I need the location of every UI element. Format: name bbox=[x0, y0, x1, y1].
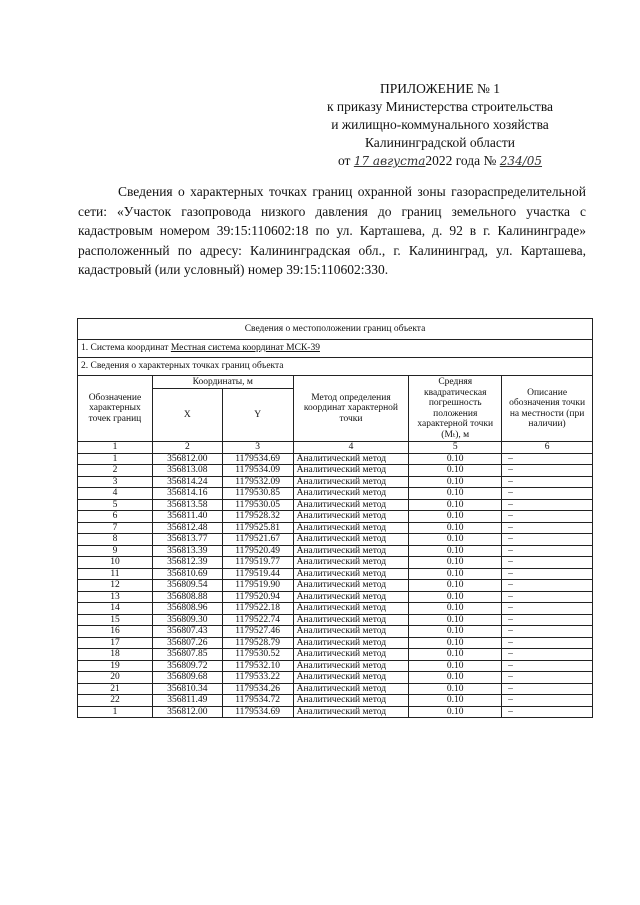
handwritten-number: 234/05 bbox=[499, 154, 543, 168]
coord-x-cell: 356809.72 bbox=[152, 660, 222, 672]
coord-x-cell: 356809.54 bbox=[152, 580, 222, 592]
error-value-cell: 0.10 bbox=[409, 683, 502, 695]
point-number-cell: 14 bbox=[78, 603, 153, 615]
method-cell: Аналитический метод bbox=[293, 626, 409, 638]
method-cell: Аналитический метод bbox=[293, 476, 409, 488]
method-cell: Аналитический метод bbox=[293, 672, 409, 684]
col-num: 3 bbox=[222, 442, 293, 454]
col-num: 5 bbox=[409, 442, 502, 454]
coord-y-cell: 1179519.77 bbox=[222, 557, 293, 569]
error-value-cell: 0.10 bbox=[409, 695, 502, 707]
coord-system-value: Местная система координат МСК-39 bbox=[170, 343, 320, 354]
section-2-title: 2. Сведения о характерных точках границ объекта bbox=[78, 358, 593, 376]
coord-y-cell: 1179519.90 bbox=[222, 580, 293, 592]
coord-system-label: 1. Система координат bbox=[81, 343, 169, 354]
method-cell: Аналитический метод bbox=[293, 603, 409, 615]
coord-y-cell: 1179534.09 bbox=[222, 465, 293, 477]
table-row bbox=[78, 660, 593, 672]
error-value-cell: 0.10 bbox=[409, 626, 502, 638]
coord-y-cell: 1179534.69 bbox=[222, 706, 293, 718]
error-value-cell: 0.10 bbox=[409, 522, 502, 534]
method-cell: Аналитический метод bbox=[293, 453, 409, 465]
coord-x-cell: 356812.48 bbox=[152, 522, 222, 534]
table-row bbox=[78, 488, 593, 500]
coord-x-cell: 356808.96 bbox=[152, 603, 222, 615]
coord-y-cell: 1179532.10 bbox=[222, 660, 293, 672]
point-number-cell: 1 bbox=[78, 706, 153, 718]
coord-x-cell: 356811.49 bbox=[152, 695, 222, 707]
method-cell: Аналитический метод bbox=[293, 545, 409, 557]
table-row bbox=[78, 603, 593, 615]
error-value-cell: 0.10 bbox=[409, 591, 502, 603]
description-cell: – bbox=[502, 568, 593, 580]
description-cell: – bbox=[502, 557, 593, 569]
error-value-cell: 0.10 bbox=[409, 534, 502, 546]
coord-y-cell: 1179519.44 bbox=[222, 568, 293, 580]
order-date-line bbox=[290, 152, 590, 170]
error-value-cell: 0.10 bbox=[409, 465, 502, 477]
coord-y-cell: 1179530.85 bbox=[222, 488, 293, 500]
method-cell: Аналитический метод bbox=[293, 649, 409, 661]
method-cell: Аналитический метод bbox=[293, 614, 409, 626]
coord-x-cell: 356814.16 bbox=[152, 488, 222, 500]
col-header-coords: Координаты, м bbox=[152, 376, 293, 389]
method-cell: Аналитический метод bbox=[293, 580, 409, 592]
col-num: 6 bbox=[502, 442, 593, 454]
description-cell: – bbox=[502, 660, 593, 672]
coord-y-cell: 1179525.81 bbox=[222, 522, 293, 534]
description-cell: – bbox=[502, 672, 593, 684]
col-header-error: Средняя квадратическая погрешность положения характерной точки (Mₜ), м bbox=[409, 376, 502, 442]
table-row bbox=[78, 545, 593, 557]
col-header-point: Обозначение характерных точек границ bbox=[78, 376, 153, 442]
error-value-cell: 0.10 bbox=[409, 580, 502, 592]
table-title: Сведения о местоположении границ объекта bbox=[78, 319, 593, 340]
table-row bbox=[78, 453, 593, 465]
col-num: 1 bbox=[78, 442, 153, 454]
error-value-cell: 0.10 bbox=[409, 545, 502, 557]
coord-x-cell: 356809.30 bbox=[152, 614, 222, 626]
table-row bbox=[78, 695, 593, 707]
point-number-cell: 21 bbox=[78, 683, 153, 695]
point-number-cell: 1 bbox=[78, 453, 153, 465]
point-number-cell: 4 bbox=[78, 488, 153, 500]
point-number-cell: 5 bbox=[78, 499, 153, 511]
error-value-cell: 0.10 bbox=[409, 499, 502, 511]
table-row bbox=[78, 499, 593, 511]
coord-y-cell: 1179530.52 bbox=[222, 649, 293, 661]
table-row bbox=[78, 591, 593, 603]
coord-y-cell: 1179534.69 bbox=[222, 453, 293, 465]
error-value-cell: 0.10 bbox=[409, 637, 502, 649]
error-value-cell: 0.10 bbox=[409, 488, 502, 500]
table-row bbox=[78, 511, 593, 523]
point-number-cell: 18 bbox=[78, 649, 153, 661]
point-number-cell: 16 bbox=[78, 626, 153, 638]
description-cell: – bbox=[502, 683, 593, 695]
order-ref-line-1: к приказу Министерства строительства bbox=[326, 99, 554, 114]
table-row bbox=[78, 614, 593, 626]
point-number-cell: 15 bbox=[78, 614, 153, 626]
coord-y-cell: 1179533.22 bbox=[222, 672, 293, 684]
error-value-cell: 0.10 bbox=[409, 603, 502, 615]
error-value-cell: 0.10 bbox=[409, 706, 502, 718]
point-number-cell: 8 bbox=[78, 534, 153, 546]
point-number-cell: 19 bbox=[78, 660, 153, 672]
point-number-cell: 6 bbox=[78, 511, 153, 523]
method-cell: Аналитический метод bbox=[293, 706, 409, 718]
date-suffix: 2022 года № bbox=[425, 153, 497, 168]
point-number-cell: 10 bbox=[78, 557, 153, 569]
error-value-cell: 0.10 bbox=[409, 511, 502, 523]
point-number-cell: 11 bbox=[78, 568, 153, 580]
coord-x-cell: 356807.43 bbox=[152, 626, 222, 638]
description-cell: – bbox=[502, 637, 593, 649]
coord-x-cell: 356812.00 bbox=[152, 706, 222, 718]
table-row bbox=[78, 626, 593, 638]
table-row bbox=[78, 649, 593, 661]
appendix-title: ПРИЛОЖЕНИЕ № 1 bbox=[379, 81, 501, 96]
table-row bbox=[78, 522, 593, 534]
table-row bbox=[78, 706, 593, 718]
description-cell: – bbox=[502, 603, 593, 615]
error-value-cell: 0.10 bbox=[409, 660, 502, 672]
description-cell: – bbox=[502, 476, 593, 488]
order-ref-line-2: и жилищно-коммунального хозяйства bbox=[331, 117, 549, 132]
method-cell: Аналитический метод bbox=[293, 695, 409, 707]
error-value-cell: 0.10 bbox=[409, 557, 502, 569]
description-cell: – bbox=[502, 534, 593, 546]
method-cell: Аналитический метод bbox=[293, 591, 409, 603]
coord-y-cell: 1179521.67 bbox=[222, 534, 293, 546]
coord-y-cell: 1179522.18 bbox=[222, 603, 293, 615]
col-num: 2 bbox=[152, 442, 222, 454]
point-number-cell: 9 bbox=[78, 545, 153, 557]
col-header-method: Метод определения координат характерной точки bbox=[293, 376, 409, 442]
error-value-cell: 0.10 bbox=[409, 476, 502, 488]
point-number-cell: 13 bbox=[78, 591, 153, 603]
description-cell: – bbox=[502, 580, 593, 592]
description-cell: – bbox=[502, 499, 593, 511]
method-cell: Аналитический метод bbox=[293, 465, 409, 477]
coord-x-cell: 356810.69 bbox=[152, 568, 222, 580]
method-cell: Аналитический метод bbox=[293, 499, 409, 511]
col-header-desc: Описание обозначения точки на местности (при наличии) bbox=[502, 376, 593, 442]
method-cell: Аналитический метод bbox=[293, 488, 409, 500]
coord-x-cell: 356813.39 bbox=[152, 545, 222, 557]
coord-y-cell: 1179530.05 bbox=[222, 499, 293, 511]
point-number-cell: 17 bbox=[78, 637, 153, 649]
coord-x-cell: 356814.24 bbox=[152, 476, 222, 488]
col-header-x: X bbox=[152, 389, 222, 442]
error-value-cell: 0.10 bbox=[409, 568, 502, 580]
error-value-cell: 0.10 bbox=[409, 672, 502, 684]
method-cell: Аналитический метод bbox=[293, 522, 409, 534]
col-header-y: Y bbox=[222, 389, 293, 442]
method-cell: Аналитический метод bbox=[293, 511, 409, 523]
order-ref-line-3: Калининградской области bbox=[364, 135, 516, 150]
point-number-cell: 22 bbox=[78, 695, 153, 707]
point-number-cell: 7 bbox=[78, 522, 153, 534]
handwritten-date: 17 августа bbox=[353, 154, 426, 168]
table-row bbox=[78, 465, 593, 477]
coord-y-cell: 1179527.46 bbox=[222, 626, 293, 638]
intro-paragraph: Сведения о характерных точках границ охранной зоны газораспределительной сети: «Участок газопровода низкого давления до границ земельного участка с кадастровым номером 39:15:110602:18 по ул. Карташева, д. 92 в г. Калининграде» расположенный по адресу: Калининградская обл., г. Калининград, ул. Карташева, кадастровый (или условный) номер 39:15:110602:330. bbox=[78, 184, 586, 277]
coord-y-cell: 1179528.79 bbox=[222, 637, 293, 649]
appendix-header bbox=[290, 80, 590, 170]
point-number-cell: 3 bbox=[78, 476, 153, 488]
coord-y-cell: 1179532.09 bbox=[222, 476, 293, 488]
point-number-cell: 2 bbox=[78, 465, 153, 477]
description-cell: – bbox=[502, 488, 593, 500]
coord-x-cell: 356813.77 bbox=[152, 534, 222, 546]
coord-x-cell: 356807.85 bbox=[152, 649, 222, 661]
table-row bbox=[78, 568, 593, 580]
coord-y-cell: 1179520.49 bbox=[222, 545, 293, 557]
error-value-cell: 0.10 bbox=[409, 649, 502, 661]
date-prefix: от bbox=[337, 153, 351, 168]
boundary-points-table bbox=[77, 318, 593, 718]
point-number-cell: 20 bbox=[78, 672, 153, 684]
description-cell: – bbox=[502, 695, 593, 707]
coord-x-cell: 356810.34 bbox=[152, 683, 222, 695]
coord-x-cell: 356811.40 bbox=[152, 511, 222, 523]
coord-x-cell: 356812.39 bbox=[152, 557, 222, 569]
coord-x-cell: 356807.26 bbox=[152, 637, 222, 649]
method-cell: Аналитический метод bbox=[293, 557, 409, 569]
description-cell: – bbox=[502, 614, 593, 626]
table-row bbox=[78, 683, 593, 695]
coord-y-cell: 1179522.74 bbox=[222, 614, 293, 626]
description-cell: – bbox=[502, 545, 593, 557]
coord-y-cell: 1179534.26 bbox=[222, 683, 293, 695]
table-row bbox=[78, 534, 593, 546]
coord-y-cell: 1179520.94 bbox=[222, 591, 293, 603]
description-cell: – bbox=[502, 465, 593, 477]
coord-y-cell: 1179534.72 bbox=[222, 695, 293, 707]
coord-system-row bbox=[78, 340, 593, 358]
error-value-cell: 0.10 bbox=[409, 614, 502, 626]
method-cell: Аналитический метод bbox=[293, 637, 409, 649]
coord-x-cell: 356813.08 bbox=[152, 465, 222, 477]
description-cell: – bbox=[502, 649, 593, 661]
description-cell: – bbox=[502, 626, 593, 638]
description-cell: – bbox=[502, 591, 593, 603]
description-cell: – bbox=[502, 522, 593, 534]
method-cell: Аналитический метод bbox=[293, 534, 409, 546]
table-row bbox=[78, 580, 593, 592]
method-cell: Аналитический метод bbox=[293, 568, 409, 580]
table-row bbox=[78, 557, 593, 569]
method-cell: Аналитический метод bbox=[293, 660, 409, 672]
column-number-row bbox=[78, 442, 593, 454]
coord-x-cell: 356813.58 bbox=[152, 499, 222, 511]
table-row bbox=[78, 637, 593, 649]
table-row bbox=[78, 672, 593, 684]
coord-x-cell: 356809.68 bbox=[152, 672, 222, 684]
coord-y-cell: 1179528.32 bbox=[222, 511, 293, 523]
error-value-cell: 0.10 bbox=[409, 453, 502, 465]
table-row bbox=[78, 476, 593, 488]
method-cell: Аналитический метод bbox=[293, 683, 409, 695]
description-cell: – bbox=[502, 706, 593, 718]
col-num: 4 bbox=[293, 442, 409, 454]
point-number-cell: 12 bbox=[78, 580, 153, 592]
coord-x-cell: 356812.00 bbox=[152, 453, 222, 465]
coord-x-cell: 356808.88 bbox=[152, 591, 222, 603]
description-cell: – bbox=[502, 511, 593, 523]
description-cell: – bbox=[502, 453, 593, 465]
